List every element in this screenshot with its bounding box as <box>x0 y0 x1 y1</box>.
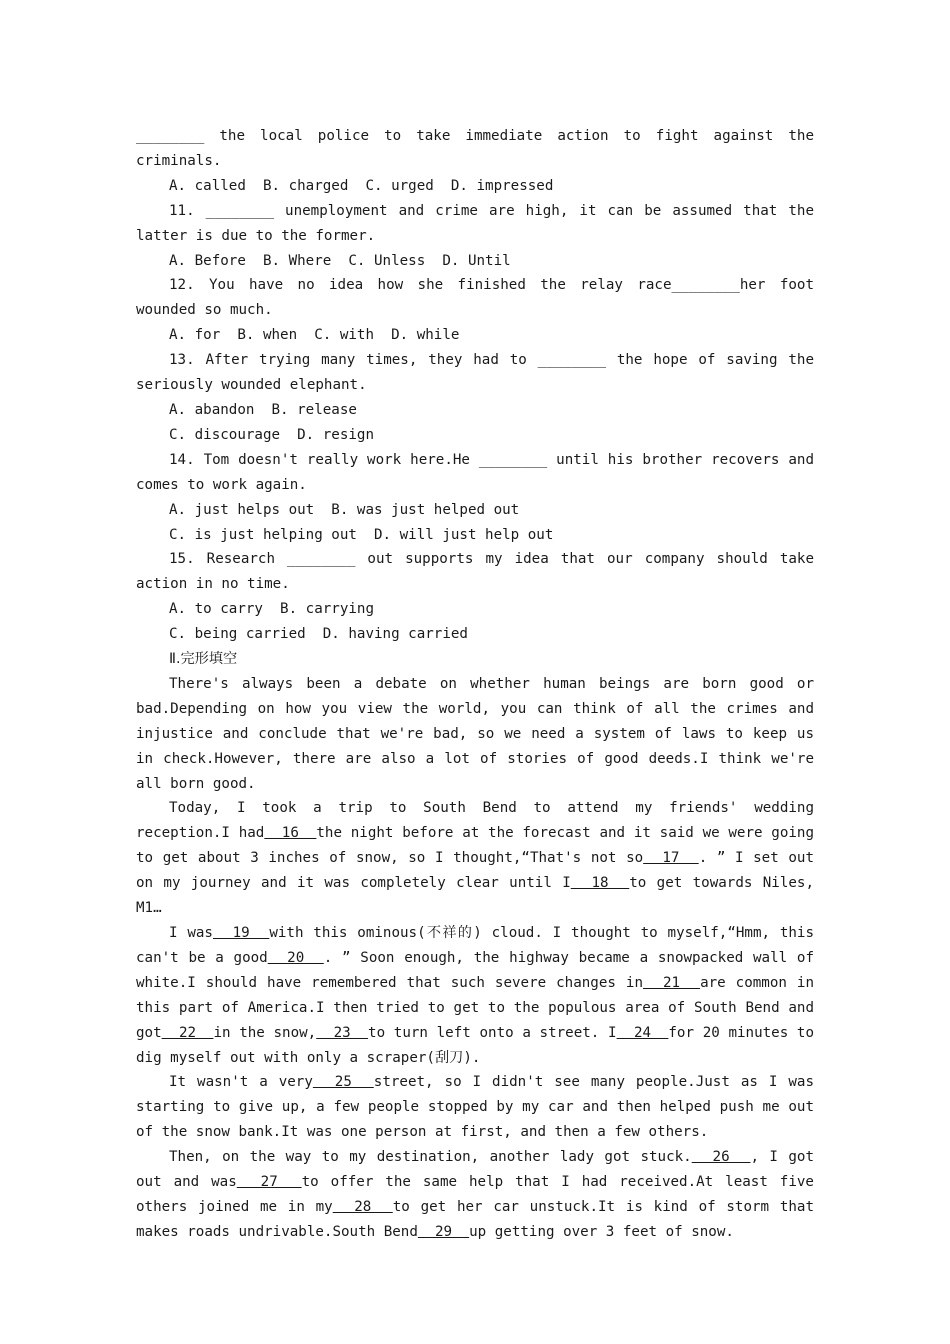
passage-text: the night before at the forecast and it said we were going to get about 3 inches of snow, so I thought,“That's not so <box>136 825 815 867</box>
question-15-options-ab: A. to carry B. carrying <box>169 601 374 618</box>
passage-text: to turn left onto a street. I <box>368 1024 617 1041</box>
passage-paragraph-4 <box>136 1070 814 1145</box>
question-14-options-cd: C. is just helping out D. will just help out <box>169 526 554 543</box>
passage-text: up getting over 3 feet of snow. <box>469 1223 734 1240</box>
passage-paragraph-5 <box>136 1145 814 1245</box>
blank-26[interactable]: 26 <box>691 1149 751 1166</box>
question-13-options-ab: A. abandon B. release <box>169 401 357 418</box>
blank-29[interactable]: 29 <box>417 1223 470 1240</box>
section-heading: Ⅱ.完形填空 <box>169 651 238 668</box>
blank-19[interactable]: 19 <box>212 925 270 941</box>
passage-text: I was <box>169 925 213 941</box>
passage-text: with this ominous(不祥的) cloud. I thought to myself,“Hmm, this can't be a good <box>136 925 815 966</box>
question-12-stem: 12. You have no idea how she finished the relay race________her foot wounded so much. <box>136 277 814 319</box>
blank-27[interactable]: 27 <box>236 1174 302 1191</box>
passage-text: Then, on the way to my destination, another lady got stuck. <box>169 1149 692 1166</box>
question-10-stem: ________ the local police to take immediate action to fight against the criminals. <box>136 128 814 169</box>
question-14-stem: 14. Tom doesn't really work here.He ________ until his brother recovers and comes to work again. <box>136 451 814 493</box>
question-15-stem: 15. Research ________ out supports my idea that our company should take action in no time. <box>136 551 814 593</box>
document-page <box>136 124 814 1245</box>
passage-text: Today, I took a trip to South Bend to attend my friends' wedding reception.I had <box>136 800 814 842</box>
question-15-options-cd: C. being carried D. having carried <box>169 626 468 643</box>
question-11-options: A. Before B. Where C. Unless D. Until <box>169 252 511 269</box>
passage-text: to offer the same help that I had received.At least five others joined me in my <box>136 1174 814 1215</box>
blank-24[interactable]: 24 <box>616 1024 669 1041</box>
passage-text: to get towards Niles, M1… <box>136 875 815 917</box>
blank-16[interactable]: 16 <box>264 825 317 842</box>
blank-28[interactable]: 28 <box>332 1198 393 1215</box>
question-11-stem: 11. ________ unemployment and crime are high, it can be assumed that the latter is due to the former. <box>136 202 814 244</box>
passage-text: street, so I didn't see many people.Just as I was starting to give up, a few people stopped by my car and then helped push me out of the snow bank.It was one person at first, and then a few others. <box>136 1074 814 1141</box>
question-13-options-cd: C. discourage D. resign <box>169 426 374 443</box>
passage-text: . ” I set out on my journey and it was completely clear until I <box>136 850 814 892</box>
question-10-options: A. called B. charged C. urged D. impressed <box>169 177 554 194</box>
blank-20[interactable]: 20 <box>267 949 324 966</box>
blank-25[interactable]: 25 <box>312 1074 374 1091</box>
passage-paragraph-1: There's always been a debate on whether human beings are born good or bad.Depending on how you view the world, you can think of all the crimes and injustice and conclude that we're bad, so we need a system of laws to keep us in check.However, there are also a lot of stories of good deeds.I think we're all born good. <box>136 675 814 792</box>
passage-text: are common in this part of America.I then tried to get to the populous area of South Bend and got <box>136 974 815 1041</box>
blank-23[interactable]: 23 <box>316 1024 369 1041</box>
blank-17[interactable]: 17 <box>643 850 699 867</box>
question-14-options-ab: A. just helps out B. was just helped out <box>169 501 520 518</box>
passage-text: . ” Soon enough, the highway became a snowpacked wall of white.I should have remembered that such severe changes in <box>136 949 814 991</box>
passage-text: in the snow, <box>213 1024 317 1041</box>
blank-21[interactable]: 21 <box>643 974 701 991</box>
passage-text: for 20 minutes to dig myself out with only a scraper(刮刀). <box>136 1024 815 1066</box>
question-13-stem: 13. After trying many times, they had to ________ the hope of saving the seriously wounded elephant. <box>136 352 814 394</box>
passage-text: It wasn't a very <box>169 1074 313 1091</box>
blank-22[interactable]: 22 <box>161 1024 214 1041</box>
passage-text: to get her car unstuck.It is kind of storm that makes roads undrivable.South Bend <box>136 1198 814 1240</box>
passage-paragraph-3 <box>136 921 814 1070</box>
blank-18[interactable]: 18 <box>570 875 630 892</box>
passage-paragraph-2 <box>136 796 814 921</box>
question-12-options: A. for B. when C. with D. while <box>169 327 460 344</box>
passage-text: , I got out and was <box>136 1149 814 1191</box>
